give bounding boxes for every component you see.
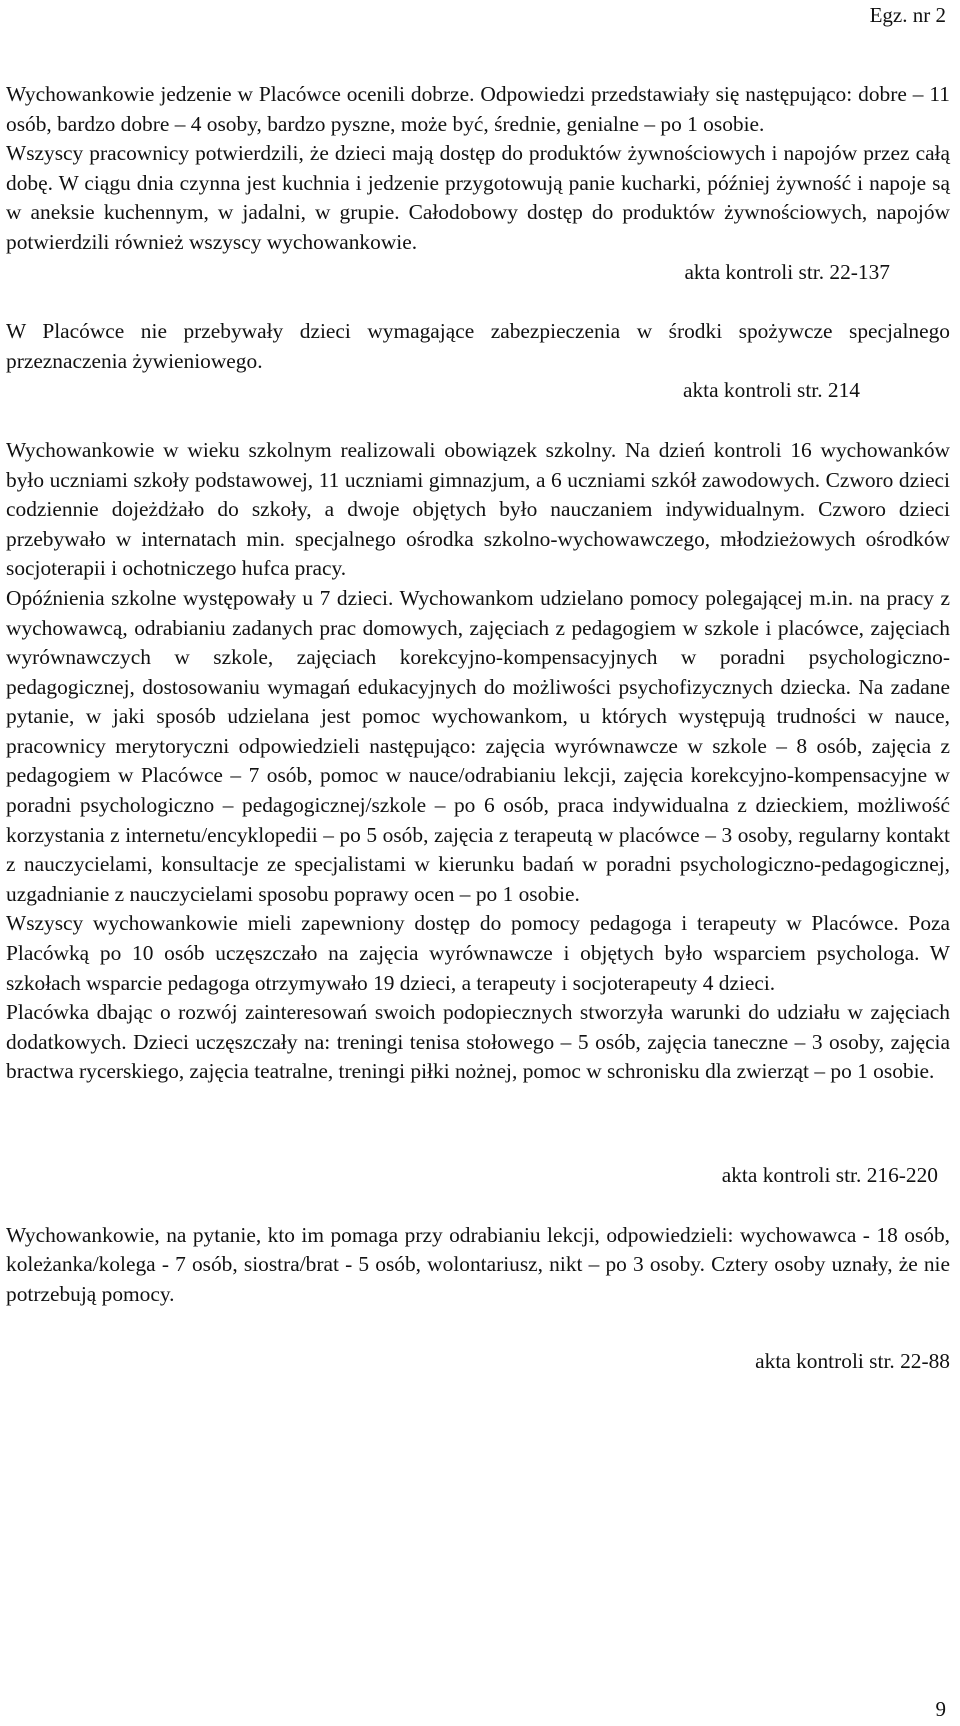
paragraph-food-access: Wszyscy pracownicy potwierdzili, że dzieci mają dostęp do produktów żywnościowych i napojów przez całą dobę. W ciągu dnia czynna jest kuchnia i jedzenie przygotowują panie kucharki, później żywność i napoje są w aneksie kuchennym, w jadalni, w grupie. Całodobowy dostęp do produktów żywnościowych, napojów potwierdzili również wszyscy wychowankowie. — [6, 141, 950, 254]
paragraph-special-diet: W Placówce nie przebywały dzieci wymagające zabezpieczenia w środki spożywcze specjalnego przeznaczenia żywieniowego. — [6, 319, 950, 373]
paragraph-pedagogue-support: Wszyscy wychowankowie mieli zapewniony dostęp do pomocy pedagoga i terapeuty w Placówce. Poza Placówką po 10 osób uczęszczało na zajęcia wyrównawcze i objętych było wsparciem psychologa. W szkołach wsparcie pedagoga otrzymywało 19 dzieci, a terapeuty i socjoterapeuty 4 dzieci. — [6, 911, 950, 995]
paragraph-extra-activities: Placówka dbając o rozwój zainteresowań swoich podopiecznych stworzyła warunki do udziału w zajęciach dodatkowych. Dzieci uczęszczały na: treningi tenisa stołowego – 5 osób, zajęcia taneczne – 3 osoby, zajęcia bractwa rycerskiego, zajęcia teatralne, treningi piłki nożnej, pomoc w schronisku dla zwierząt – po 1 osobie. — [6, 1000, 950, 1084]
reference-note: akta kontroli str. 22-88 — [755, 1349, 950, 1374]
paragraph-food-rating: Wychowankowie jedzenie w Placówce ocenili dobrze. Odpowiedzi przedstawiały się następująco: dobre – 11 osób, bardzo dobre – 4 osoby, bardzo pyszne, może być, średnie, genialne – po 1 osobie. — [6, 82, 950, 136]
paragraph-schooling: Wychowankowie w wieku szkolnym realizowali obowiązek szkolny. Na dzień kontroli 16 wychowanków było uczniami szkoły podstawowej, 11 uczniami gimnazjum, a 6 uczniami szkół zawodowych. Czworo dzieci codziennie dojeżdżało do szkoły, a dwoje objętych było nauczaniem indywidualnym. Czworo dzieci przebywało w internatach min. specjalnego ośrodka szkolno-wychowawczego, młodzieżowych ośrodków socjoterapii i ochotniczego hufca pracy. — [6, 437, 950, 581]
reference-note: akta kontroli str. 216-220 — [721, 1163, 938, 1187]
reference-note: akta kontroli str. 214 — [682, 378, 860, 403]
paragraph-school-delays: Opóźnienia szkolne występowały u 7 dzieci. Wychowankom udzielano pomocy polegającej m.in. na pracy z wychowawcą, odrabianiu zadanych prac domowych, zajęciach z pedagogiem w szkole i placówce, zajęciach wyrównawczych w szkole, zajęciach korekcyjno-kompensacyjnych w poradni psychologiczno-pedagogicznej, dostosowaniu wymagań edukacyjnych do możliwości psychofizycznych dziecka. Na zadane pytanie, w jaki sposób udzielana jest pomoc wychowankom, u których występują trudności w nauce, pracownicy merytoryczni odpowiedzieli następująco: zajęcia wyrównawcze w szkole – 8 osób, zajęcia z pedagogiem w Placówce – 7 osób, pomoc w nauce/odrabianiu lekcji, zajęcia korekcyjno-kompensacyjne w poradni psychologiczno – pedagogicznej/szkole – po 6 osób, praca indywidualna z dzieckiem, możliwość korzystania z internetu/encyklopedii – po 5 osób, zajęcia z terapeutą w placówce – 3 osoby, regularny kontakt z nauczycielami, konsultacje ze specjalistami w kierunku badań w poradni psychologiczno-pedagogicznej, uzgadnianie z nauczycielami sposobu poprawy ocen – po 1 osobie. — [6, 585, 950, 906]
paragraph-homework-help: Wychowankowie, na pytanie, kto im pomaga przy odrabianiu lekcji, odpowiedzieli: wychowawca - 18 osób, koleżanka/kolega - 7 osób, siostra/brat - 5 osób, wolontariusz, nikt – po 3 osoby. Cztery osoby uznały, że nie potrzebują pomocy. — [6, 1222, 950, 1306]
page-number: 9 — [935, 1697, 946, 1721]
copy-number-label: Egz. nr 2 — [869, 3, 946, 27]
reference-note: akta kontroli str. 22-137 — [684, 259, 890, 284]
document-body — [6, 80, 950, 1377]
